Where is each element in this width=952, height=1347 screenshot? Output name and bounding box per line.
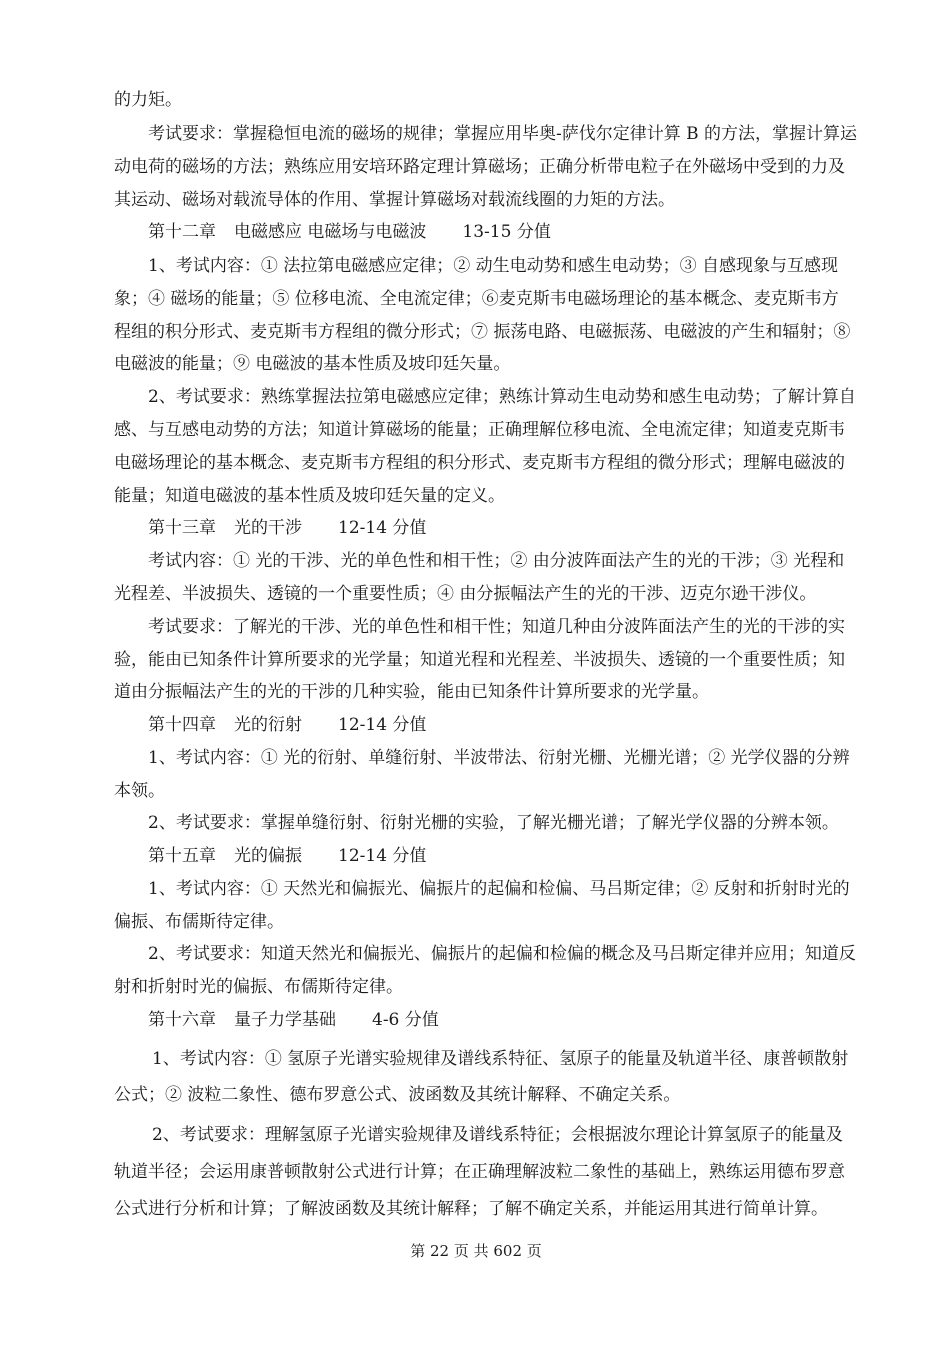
page-number-footer: 第 22 页 共 602 页 xyxy=(410,1242,542,1260)
text-line: 1、考试内容：① 光的衍射、单缝衍射、半波带法、衍射光栅、光栅光谱；② 光学仪器的分辨 xyxy=(148,748,850,768)
text-line: 1、考试内容：① 天然光和偏振光、偏振片的起偏和检偏、马吕斯定律；② 反射和折射时光的 xyxy=(148,879,850,899)
chapter-number: 第十五章 xyxy=(148,846,216,866)
text-line: 动电荷的磁场的方法；熟练应用安培环路定理计算磁场；正确分析带电粒子在外磁场中受到的力及 xyxy=(114,157,845,177)
text-line: 程组的积分形式、麦克斯韦方程组的微分形式；⑦ 振荡电路、电磁振荡、电磁波的产生和辐射；⑧ xyxy=(114,322,851,342)
chapter-title: 光的干涉 xyxy=(234,518,302,538)
text-line: 道由分振幅法产生的光的干涉的几种实验，能由已知条件计算所要求的光学量。 xyxy=(114,682,709,702)
chapter-score: 4-6 分值 xyxy=(372,1010,439,1030)
text-line: 射和折射时光的偏振、布儒斯待定律。 xyxy=(114,977,403,997)
chapter-title: 电磁感应 电磁场与电磁波 xyxy=(234,222,427,242)
text-line: 1、考试内容：① 氢原子光谱实验规律及谱线系特征、氢原子的能量及轨道半径、康普顿散射 xyxy=(152,1049,849,1069)
text-line: 考试要求：了解光的干涉、光的单色性和相干性；知道几种由分波阵面法产生的光的干涉的实 xyxy=(148,617,845,637)
text-line: 2、考试要求：知道天然光和偏振光、偏振片的起偏和检偏的概念及马吕斯定律并应用；知道反 xyxy=(148,944,856,964)
text-line: 验，能由已知条件计算所要求的光学量；知道光程和光程差、半波损失、透镜的一个重要性质；知 xyxy=(114,650,845,670)
text-line: 电磁场理论的基本概念、麦克斯韦方程组的积分形式、麦克斯韦方程组的微分形式；理解电磁波的 xyxy=(114,453,845,473)
text-line: 轨道半径；会运用康普顿散射公式进行计算；在正确理解波粒二象性的基础上，熟练运用德布罗意 xyxy=(114,1162,845,1182)
chapter-number: 第十四章 xyxy=(148,715,216,735)
chapter-score: 13-15 分值 xyxy=(462,222,551,242)
chapter-heading xyxy=(0,844,952,868)
chapter-score: 12-14 分值 xyxy=(338,518,427,538)
text-line: 2、考试要求：熟练掌握法拉第电磁感应定律；熟练计算动生电动势和感生电动势；了解计算自 xyxy=(148,387,856,407)
text-line: 1、考试内容：① 法拉第电磁感应定律；② 动生电动势和感生电动势；③ 自感现象与互感现 xyxy=(148,256,839,276)
text-line: 考试要求：掌握稳恒电流的磁场的规律；掌握应用毕奥-萨伐尔定律计算 B 的方法，掌握计算运 xyxy=(148,124,858,144)
chapter-score: 12-14 分值 xyxy=(338,846,427,866)
chapter-heading xyxy=(0,220,952,244)
text-line: 考试内容：① 光的干涉、光的单色性和相干性；② 由分波阵面法产生的光的干涉；③ 光程和 xyxy=(148,551,845,571)
chapter-number: 第十六章 xyxy=(148,1010,216,1030)
text-line: 偏振、布儒斯待定律。 xyxy=(114,912,284,932)
chapter-score: 12-14 分值 xyxy=(338,715,427,735)
text-line: 公式进行分析和计算；了解波函数及其统计解释；了解不确定关系，并能运用其进行简单计算。 xyxy=(114,1199,828,1219)
chapter-heading xyxy=(0,1008,952,1032)
chapter-title: 光的衍射 xyxy=(234,715,302,735)
chapter-heading xyxy=(0,516,952,540)
text-line: 2、考试要求：掌握单缝衍射、衍射光栅的实验，了解光栅光谱；了解光学仪器的分辨本领。 xyxy=(148,813,839,833)
chapter-number: 第十二章 xyxy=(148,222,216,242)
text-line: 象；④ 磁场的能量；⑤ 位移电流、全电流定律；⑥麦克斯韦电磁场理论的基本概念、麦克斯韦方 xyxy=(114,289,839,309)
text-line: 公式；② 波粒二象性、德布罗意公式、波函数及其统计解释、不确定关系。 xyxy=(114,1085,681,1105)
text-line: 其运动、磁场对载流导体的作用、掌握计算磁场对载流线圈的力矩的方法。 xyxy=(114,190,675,210)
text-line: 能量；知道电磁波的基本性质及坡印廷矢量的定义。 xyxy=(114,486,505,506)
text-line: 感、与互感电动势的方法；知道计算磁场的能量；正确理解位移电流、全电流定律；知道麦克斯韦 xyxy=(114,420,845,440)
chapter-title: 量子力学基础 xyxy=(234,1010,336,1030)
text-line: 的力矩。 xyxy=(114,90,182,110)
chapter-number: 第十三章 xyxy=(148,518,216,538)
text-line: 电磁波的能量；⑨ 电磁波的基本性质及坡印廷矢量。 xyxy=(114,354,511,374)
chapter-title: 光的偏振 xyxy=(234,846,302,866)
chapter-heading xyxy=(0,713,952,737)
text-line: 光程差、半波损失、透镜的一个重要性质；④ 由分振幅法产生的光的干涉、迈克尔逊干涉仪。 xyxy=(114,584,817,604)
text-line: 本领。 xyxy=(114,781,165,801)
text-line: 2、考试要求：理解氢原子光谱实验规律及谱线系特征；会根据波尔理论计算氢原子的能量及 xyxy=(152,1125,843,1145)
